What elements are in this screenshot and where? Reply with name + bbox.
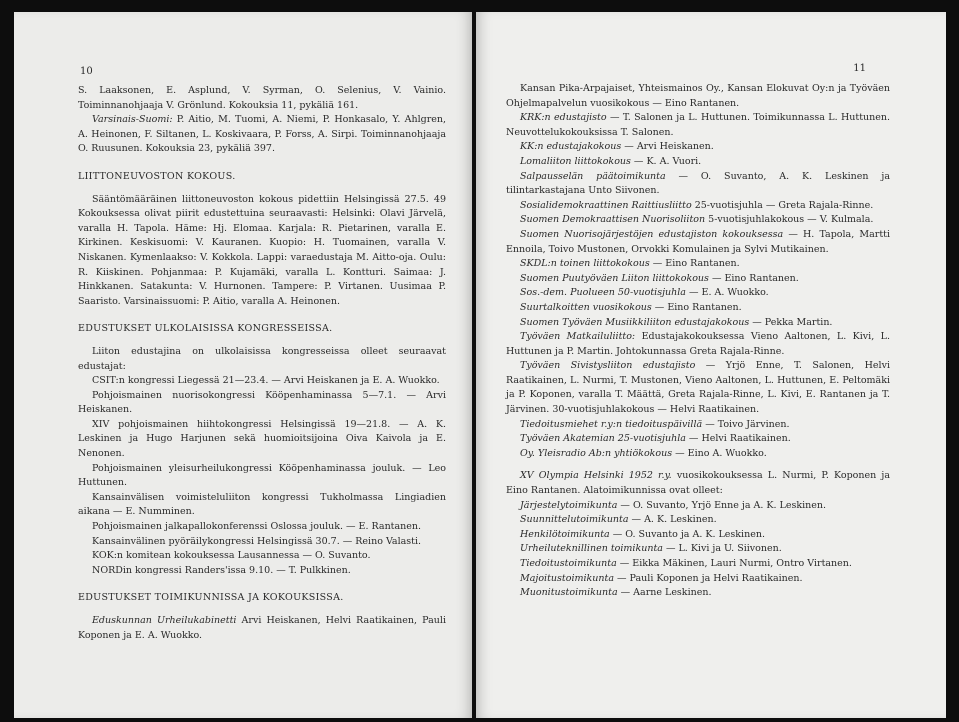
italic-run: SKDL:n toinen liittokokous (520, 258, 650, 270)
italic-run: Sosialidemokraattinen Raittiusliitto (520, 199, 692, 211)
paragraph (506, 272, 890, 287)
paragraph (506, 199, 890, 214)
paragraph (78, 535, 446, 550)
paragraph (506, 447, 890, 462)
paragraph (506, 469, 890, 498)
italic-run: Järjestelytoimikunta (520, 499, 618, 511)
paragraph (78, 491, 446, 520)
right-text-column (506, 82, 890, 601)
paragraph (506, 111, 890, 140)
text-run: 25-vuotisjuhla — Greta Rajala-Rinne. (691, 199, 874, 211)
paragraph (78, 193, 446, 310)
italic-run: KK:n edustajakokous (520, 141, 622, 153)
text-run: — T. Salonen ja L. Huttunen. Toimikunnassa L. Huttunen. Neuvottelukokouksissa T. Salonen. (506, 112, 891, 138)
text-run: EDUSTUKSET TOIMIKUNNISSA JA KOKOUKSISSA. (78, 592, 344, 604)
paragraph (78, 345, 446, 374)
italic-run: Urheiluteknillinen toimikunta (520, 543, 663, 555)
text-run: EDUSTUKSET ULKOLAISISSA KONGRESSEISSA. (78, 323, 333, 335)
paragraph (506, 528, 890, 543)
paragraph (506, 82, 890, 111)
text-run: — A. K. Leskinen. (628, 514, 717, 526)
page-number: 11 (853, 63, 866, 74)
paragraph (506, 286, 890, 301)
paragraph (506, 155, 890, 170)
text-run: P. Aitio, M. Tuomi, A. Niemi, P. Honkasalo, Y. Ahlgren, A. Heinonen, F. Siltanen, L. Koskivaara, P. Forss, A. Sirpi. Toiminnanohjaaja O. Ruusunen. Kokouksia 23, pykäliä 397. (78, 114, 446, 155)
text-run: Sääntömääräinen liittoneuvoston kokous pidettiin Helsingissä 27.5. 49 Kokouksessa olivat piirit edustettuina seuraavasti: Helsinki: Olavi Järvelä, varalla H. Tapola. Häme: Hj. Elomaa. Karjala: R. Pietarinen, varalla E. Kirkinen. Keskisuomi: V. Kauranen. Kuopio: H. Tuomainen, varalla V. Niskanen. Kymenlaakso: V. Kokkola. Lappi: varaedustaja M. Aitto-oja. Oulu: R. Kiiskinen. Pohjanmaa: P. Kujamäki, varalla L. Kontturi. Saimaa: J. Hinkkanen. Satakunta: V. Hurnonen. Tampere: P. Virtanen. Uusimaa P. Saaristo. Varsinaissuomi: P. Aitio, varalla A. Heinonen. (78, 193, 446, 307)
text-run: S. Laaksonen, E. Asplund, V. Syrman, O. Selenius, V. Vainio. Toiminnanohjaaja V. Grönlund. Kokouksia 11, pykäliä 161. (78, 85, 446, 111)
italic-run: Suunnittelutoimikunta (520, 514, 629, 526)
italic-run: Sos.-dem. Puolueen 50-vuotisjuhla (520, 287, 686, 299)
paragraph (506, 301, 890, 316)
text-run: — Eino A. Wuokko. (672, 447, 767, 459)
text-run: KOK:n komitean kokouksessa Lausannessa — O. Suvanto. (92, 550, 371, 562)
text-run: — L. Kivi ja U. Siivonen. (662, 543, 782, 555)
paragraph (78, 113, 446, 157)
text-run: Kansainvälisen voimisteluliiton kongressi Tukholmassa Lingiadien aikana — E. Numminen. (78, 491, 446, 518)
italic-run: Henkilötoimikunta (520, 528, 610, 540)
paragraph (506, 432, 890, 447)
text-run: NORDin kongressi Randers'issa 9.10. — T. Pulkkinen. (92, 564, 351, 576)
italic-run: KRK:n edustajisto (520, 112, 607, 124)
text-run: — Helvi Raatikainen. (685, 433, 791, 445)
italic-run: Oy. Yleisradio Ab:n yhtiökokous (520, 447, 673, 459)
italic-run: Salpausselän päätoimikunta (520, 170, 666, 182)
text-run: XIV pohjoismainen hiihtokongressi Helsingissä 19—21.8. — A. K. Leskinen ja Hugo Harjunen sekä huomioitsijoina Oiva Kaivola ja E. Nenonen. (78, 418, 446, 460)
italic-run: Tiedoitustoimikunta (520, 558, 617, 569)
text-run: Kansainvälinen pyöräilykongressi Helsingissä 30.7. — Reino Valasti. (92, 535, 422, 547)
text-run: — E. A. Wuokko. (685, 287, 769, 299)
paragraph (78, 614, 446, 643)
paragraph (506, 513, 890, 528)
paragraph (506, 213, 890, 228)
text-run: — O. Suvanto ja A. K. Leskinen. (609, 528, 765, 540)
section-heading (78, 591, 446, 606)
paragraph (78, 549, 446, 564)
italic-run: Työväen Sivistysliiton edustajisto (520, 360, 696, 372)
italic-run: Suomen Demokraattisen Nuorisoliiton (520, 214, 706, 226)
section-heading (78, 170, 446, 185)
italic-run: Tiedoitusmiehet r.y:n tiedoituspäivillä (520, 418, 703, 430)
text-run: — Pekka Martin. (749, 316, 833, 328)
paragraph (506, 557, 890, 572)
italic-run: Suurtalkoitten vuosikokous (520, 301, 652, 313)
paragraph (506, 418, 890, 433)
paragraph (506, 257, 890, 272)
text-run: Pohjoismainen jalkapallokonferenssi Oslossa jouluk. — E. Rantanen. (92, 521, 422, 533)
text-run: Kansan Pika-Arpajaiset, Yhteismainos Oy., Kansan Elokuvat Oy:n ja Työväen Ohjelmapalvelun vuosikokous — Eino Rantanen. (506, 83, 890, 109)
text-run: Edustajakokouksessa Vieno Aaltonen, L. Kivi, L. Huttunen ja P. Martin. Johtokunnassa Greta Rajala-Rinne. (506, 331, 890, 357)
paragraph (506, 359, 890, 417)
paragraph (78, 84, 446, 113)
paragraph (506, 499, 890, 514)
paragraph (506, 170, 890, 199)
italic-run: Lomaliiton liittokokous (520, 155, 631, 167)
italic-run: Varsinais-Suomi: (92, 114, 173, 126)
right-page (476, 12, 946, 718)
italic-run: Majoitustoimikunta (520, 572, 615, 584)
text-run: — Eino Rantanen. (708, 272, 799, 284)
text-run: — Eino Rantanen. (651, 301, 742, 313)
text-run: — Eino Rantanen. (649, 258, 740, 270)
italic-run: Muonitustoimikunta (520, 587, 618, 599)
italic-run: Työväen Akatemian 25-vuotisjuhla (520, 433, 686, 445)
italic-run: Suomen Puutyöväen Liiton liittokokous (520, 272, 709, 284)
italic-run: Eduskunnan Urheilukabinetti (92, 615, 237, 626)
text-run: — Eikka Mäkinen, Lauri Nurmi, Ontro Virtanen. (616, 558, 852, 569)
section-heading (78, 322, 446, 337)
paragraph (78, 389, 446, 418)
text-run: Pohjoismainen yleisurheilukongressi Kööpenhaminassa jouluk. — Leo Huttunen. (78, 462, 446, 489)
left-page (14, 12, 472, 718)
paragraph (506, 542, 890, 557)
text-run: — H. Tapola, Martti Ennoila, Toivo Mustonen, Orvokki Komulainen ja Sylvi Mutikainen. (506, 228, 890, 255)
paragraph (506, 586, 890, 601)
page-number: 10 (80, 66, 93, 77)
text-run: Pohjoismainen nuorisokongressi Kööpenhaminassa 5—7.1. — Arvi Heiskanen. (78, 389, 446, 416)
paragraph (78, 462, 446, 491)
paragraph (506, 330, 890, 359)
paragraph (78, 564, 446, 579)
text-run: vuosikokouksessa L. Nurmi, P. Koponen ja Eino Rantanen. Alatoimikunnissa ovat olleet: (506, 470, 890, 497)
text-run: CSIT:n kongressi Liegessä 21—23.4. — Arvi Heiskanen ja E. A. Wuokko. (92, 375, 440, 387)
italic-run: Työväen Matkailuliitto: (520, 331, 636, 343)
text-run: — Toivo Järvinen. (702, 418, 790, 430)
left-text-column (78, 84, 446, 643)
text-run: Liiton edustajina on ulkolaisissa kongresseissa olleet seuraavat edustajat: (78, 345, 446, 372)
paragraph (506, 228, 890, 257)
text-run: — Yrjö Enne, T. Salonen, Helvi Raatikainen, L. Nurmi, T. Mustonen, Vieno Aaltonen, L. Huttunen, E. Peltomäki ja P. Koponen, varalla T. Määttä, Greta Rajala-Rinne, L. Kivi, E. Rantanen ja T. Järvinen. 30-vuotisjuhlakokous — Helvi Raatikainen. (506, 360, 890, 416)
paragraph (78, 418, 446, 462)
paragraph (506, 316, 890, 331)
text-run: — Pauli Koponen ja Helvi Raatikainen. (614, 572, 803, 584)
text-run: Arvi Heiskanen, Helvi Raatikainen, Pauli Koponen ja E. A. Wuokko. (78, 615, 446, 641)
text-run: — Aarne Leskinen. (617, 587, 712, 599)
text-run: — O. Suvanto, A. K. Leskinen ja tilintarkastajana Unto Siivonen. (506, 170, 890, 197)
italic-run: XV Olympia Helsinki 1952 r.y. (520, 470, 672, 482)
text-run: — O. Suvanto, Yrjö Enne ja A. K. Leskinen. (617, 499, 827, 511)
text-run: 5-vuotisjuhlakokous — V. Kulmala. (705, 214, 874, 226)
paragraph (78, 374, 446, 389)
text-run: LIITTONEUVOSTON KOKOUS. (78, 170, 236, 182)
italic-run: Suomen Työväen Musiikkiliiton edustajakokous (520, 316, 750, 328)
italic-run: Suomen Nuorisojärjestöjen edustajiston kokouksessa (520, 228, 784, 240)
text-run: — K. A. Vuori. (630, 155, 702, 167)
paragraph (506, 140, 890, 155)
paragraph (506, 572, 890, 587)
text-run: — Arvi Heiskanen. (621, 141, 714, 153)
paragraph (78, 520, 446, 535)
